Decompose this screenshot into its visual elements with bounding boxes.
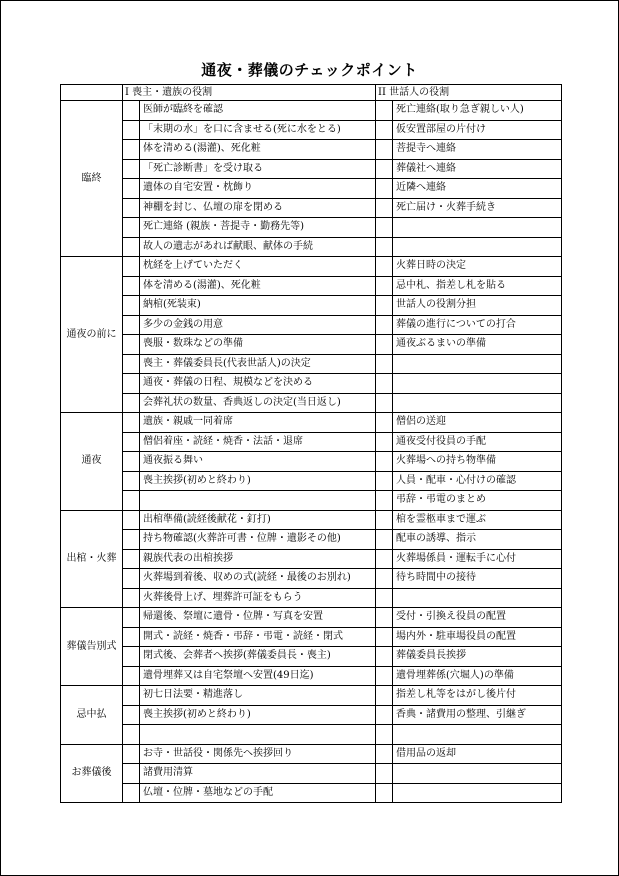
helper-checkbox[interactable]: [376, 471, 393, 491]
family-checkbox[interactable]: [123, 101, 140, 121]
family-checkbox[interactable]: [123, 354, 140, 374]
helper-checkbox[interactable]: [376, 198, 393, 218]
helper-task-text: 遺骨埋葬係(穴堀人)の準備: [393, 666, 562, 686]
helper-task-text: [393, 783, 562, 803]
family-checkbox[interactable]: [123, 198, 140, 218]
family-task-text: 開式・読経・焼香・弔辞・弔電・読経・閉式: [140, 627, 376, 647]
helper-checkbox[interactable]: [376, 647, 393, 667]
checklist-row: [61, 296, 562, 316]
family-task-text: 僧侶着座・読経・焼香・法話・退席: [140, 432, 376, 452]
helper-task-text: 火葬日時の決定: [393, 257, 562, 277]
family-role-header: I 喪主・遺族の役割: [123, 85, 376, 101]
helper-checkbox[interactable]: [376, 725, 393, 745]
helper-task-text: 弔辞・弔電のまとめ: [393, 491, 562, 511]
helper-task-text: [393, 764, 562, 784]
helper-task-text: 通夜受付役員の手配: [393, 432, 562, 452]
helper-task-text: 僧侶の送迎: [393, 413, 562, 433]
helper-task-text: 受付・引換え役員の配置: [393, 608, 562, 628]
helper-checkbox[interactable]: [376, 783, 393, 803]
checklist-row: [61, 744, 562, 764]
family-checkbox[interactable]: [123, 510, 140, 530]
family-checkbox[interactable]: [123, 588, 140, 608]
family-checkbox[interactable]: [123, 374, 140, 394]
helper-checkbox[interactable]: [376, 159, 393, 179]
section-label: 出棺・火葬: [61, 510, 123, 608]
family-checkbox[interactable]: [123, 237, 140, 257]
family-checkbox[interactable]: [123, 335, 140, 355]
family-checkbox[interactable]: [123, 627, 140, 647]
family-task-text: [140, 725, 376, 745]
helper-checkbox[interactable]: [376, 432, 393, 452]
family-checkbox[interactable]: [123, 725, 140, 745]
helper-checkbox[interactable]: [376, 335, 393, 355]
checklist-row: [61, 120, 562, 140]
checklist-row: [61, 198, 562, 218]
checklist-row: [61, 569, 562, 589]
helper-role-header: II 世話人の役割: [376, 85, 562, 101]
helper-checkbox[interactable]: [376, 315, 393, 335]
family-checkbox[interactable]: [123, 120, 140, 140]
helper-checkbox[interactable]: [376, 608, 393, 628]
section-label: 忌中払: [61, 686, 123, 745]
checklist-row: [61, 315, 562, 335]
family-checkbox[interactable]: [123, 315, 140, 335]
checklist-table: [60, 84, 562, 803]
helper-checkbox[interactable]: [376, 413, 393, 433]
family-checkbox[interactable]: [123, 666, 140, 686]
helper-checkbox[interactable]: [376, 627, 393, 647]
helper-checkbox[interactable]: [376, 764, 393, 784]
helper-checkbox[interactable]: [376, 354, 393, 374]
family-task-text: 多少の金銭の用意: [140, 315, 376, 335]
helper-checkbox[interactable]: [376, 666, 393, 686]
page-title: 通夜・葬儀のチェックポイント: [201, 61, 418, 79]
checklist-row: [61, 237, 562, 257]
family-task-text: 喪主・葬儀委員長(代表世話人)の決定: [140, 354, 376, 374]
checklist-row: [61, 276, 562, 296]
family-checkbox[interactable]: [123, 296, 140, 316]
family-task-text: 「末期の水」を口に含ませる(死に水をとる): [140, 120, 376, 140]
family-checkbox[interactable]: [123, 432, 140, 452]
helper-task-text: 葬儀の進行についての打合: [393, 315, 562, 335]
family-checkbox[interactable]: [123, 179, 140, 199]
family-task-text: 枕経を上げていただく: [140, 257, 376, 277]
family-checkbox[interactable]: [123, 257, 140, 277]
helper-task-text: [393, 725, 562, 745]
checklist-row: [61, 764, 562, 784]
section-label: お葬儀後: [61, 744, 123, 803]
helper-checkbox[interactable]: [376, 491, 393, 511]
helper-checkbox[interactable]: [376, 120, 393, 140]
helper-task-text: 棺を霊柩車まで運ぶ: [393, 510, 562, 530]
section-label: 通夜: [61, 413, 123, 511]
checklist-row: [61, 530, 562, 550]
helper-task-text: 仮安置部屋の片付け: [393, 120, 562, 140]
checklist-row: [61, 686, 562, 706]
helper-task-text: 通夜ぶるまいの準備: [393, 335, 562, 355]
family-task-text: 火葬後骨上げ、埋葬許可証をもらう: [140, 588, 376, 608]
family-task-text: 医師が臨終を確認: [140, 101, 376, 121]
helper-checkbox[interactable]: [376, 530, 393, 550]
helper-task-text: 借用品の返却: [393, 744, 562, 764]
helper-task-text: [393, 588, 562, 608]
header-row: [61, 85, 562, 101]
checklist-row: [61, 335, 562, 355]
family-checkbox[interactable]: [123, 783, 140, 803]
helper-task-text: [393, 237, 562, 257]
header-blank-cell: [61, 85, 123, 101]
family-checkbox[interactable]: [123, 276, 140, 296]
family-task-text: 喪服・数珠などの準備: [140, 335, 376, 355]
family-task-text: 通夜振る舞い: [140, 452, 376, 472]
helper-checkbox[interactable]: [376, 686, 393, 706]
family-checkbox[interactable]: [123, 705, 140, 725]
helper-task-text: 場内外・駐車場役員の配置: [393, 627, 562, 647]
helper-checkbox[interactable]: [376, 510, 393, 530]
helper-task-text: 死亡届け・火葬手続き: [393, 198, 562, 218]
helper-checkbox[interactable]: [376, 452, 393, 472]
family-task-text: 死亡連絡 (親族・菩提寺・勤務先等): [140, 218, 376, 238]
checklist-row: [61, 705, 562, 725]
family-task-text: 出棺準備(読経後献花・釘打): [140, 510, 376, 530]
family-checkbox[interactable]: [123, 471, 140, 491]
family-checkbox[interactable]: [123, 569, 140, 589]
helper-task-text: 葬儀委員長挨拶: [393, 647, 562, 667]
checklist-body: [61, 85, 562, 803]
checklist-row: [61, 374, 562, 394]
checklist-row: [61, 413, 562, 433]
family-task-text: お寺・世話役・関係先へ挨拶回り: [140, 744, 376, 764]
checklist-row: [61, 666, 562, 686]
checklist-row: [61, 432, 562, 452]
family-task-text: 持ち物確認(火葬許可書・位牌・遺影その他): [140, 530, 376, 550]
checklist-row: [61, 608, 562, 628]
helper-task-text: 配車の誘導、指示: [393, 530, 562, 550]
family-task-text: 体を清める(湯灌)、死化粧: [140, 140, 376, 160]
checklist-row: [61, 257, 562, 277]
checklist-row: [61, 354, 562, 374]
family-task-text: 会葬礼状の数量、香典返しの決定(当日返し): [140, 393, 376, 413]
family-task-text: 納棺(死装束): [140, 296, 376, 316]
helper-task-text: 近隣へ連絡: [393, 179, 562, 199]
family-task-text: 仏壇・位牌・墓地などの手配: [140, 783, 376, 803]
helper-task-text: 世話人の役割分担: [393, 296, 562, 316]
family-checkbox[interactable]: [123, 159, 140, 179]
helper-checkbox[interactable]: [376, 276, 393, 296]
family-checkbox[interactable]: [123, 744, 140, 764]
helper-task-text: 人員・配車・心付けの確認: [393, 471, 562, 491]
checklist-row: [61, 725, 562, 745]
family-checkbox[interactable]: [123, 452, 140, 472]
family-checkbox[interactable]: [123, 413, 140, 433]
family-task-text: 初七日法要・精進落し: [140, 686, 376, 706]
family-checkbox[interactable]: [123, 764, 140, 784]
helper-checkbox[interactable]: [376, 705, 393, 725]
family-checkbox[interactable]: [123, 608, 140, 628]
helper-checkbox[interactable]: [376, 393, 393, 413]
checklist-row: [61, 101, 562, 121]
family-task-text: 神棚を封じ、仏壇の扉を閉める: [140, 198, 376, 218]
checklist-row: [61, 491, 562, 511]
family-checkbox[interactable]: [123, 686, 140, 706]
family-checkbox[interactable]: [123, 218, 140, 238]
helper-checkbox[interactable]: [376, 257, 393, 277]
checklist-row: [61, 647, 562, 667]
helper-checkbox[interactable]: [376, 218, 393, 238]
helper-task-text: 待ち時間中の接待: [393, 569, 562, 589]
section-label: 通夜の前に: [61, 257, 123, 413]
family-task-text: 諸費用清算: [140, 764, 376, 784]
helper-checkbox[interactable]: [376, 744, 393, 764]
checklist-row: [61, 588, 562, 608]
helper-checkbox[interactable]: [376, 549, 393, 569]
checklist-row: [61, 783, 562, 803]
section-label: 臨終: [61, 101, 123, 257]
checklist-row: [61, 452, 562, 472]
checklist-row: [61, 510, 562, 530]
helper-task-text: [393, 218, 562, 238]
family-checkbox[interactable]: [123, 647, 140, 667]
family-task-text: 喪主挨拶(初めと終わり): [140, 471, 376, 491]
checklist-row: [61, 471, 562, 491]
helper-task-text: 火葬場への持ち物準備: [393, 452, 562, 472]
helper-checkbox[interactable]: [376, 140, 393, 160]
checklist-row: [61, 549, 562, 569]
family-task-text: 体を清める(湯灌)、死化粧: [140, 276, 376, 296]
family-task-text: 遺族・親戚一同着席: [140, 413, 376, 433]
family-task-text: 遺骨埋葬又は自宅祭壇へ安置(49日迄): [140, 666, 376, 686]
family-task-text: 通夜・葬儀の日程、規模などを決める: [140, 374, 376, 394]
family-checkbox[interactable]: [123, 393, 140, 413]
helper-task-text: [393, 354, 562, 374]
family-task-text: 火葬場到着後、収めの式(読経・最後のお別れ): [140, 569, 376, 589]
checklist-row: [61, 393, 562, 413]
family-task-text: 帰還後、祭壇に遺骨・位牌・写真を安置: [140, 608, 376, 628]
helper-checkbox[interactable]: [376, 101, 393, 121]
family-task-text: 「死亡診断書」を受け取る: [140, 159, 376, 179]
helper-task-text: 死亡連絡(取り急ぎ親しい人): [393, 101, 562, 121]
family-checkbox[interactable]: [123, 140, 140, 160]
helper-task-text: 指差し札等をはがし後片付: [393, 686, 562, 706]
checklist-row: [61, 218, 562, 238]
family-task-text: 閉式後、会葬者へ挨拶(葬儀委員長・喪主): [140, 647, 376, 667]
helper-task-text: 香典・諸費用の整理、引継ぎ: [393, 705, 562, 725]
helper-task-text: 葬儀社へ連絡: [393, 159, 562, 179]
helper-task-text: 火葬場係員・運転手に心付: [393, 549, 562, 569]
section-label: 葬儀告別式: [61, 608, 123, 686]
checklist-row: [61, 627, 562, 647]
family-task-text: 親族代表の出棺挨拶: [140, 549, 376, 569]
helper-checkbox[interactable]: [376, 569, 393, 589]
family-task-text: [140, 491, 376, 511]
helper-checkbox[interactable]: [376, 296, 393, 316]
checklist-row: [61, 159, 562, 179]
helper-checkbox[interactable]: [376, 237, 393, 257]
helper-task-text: [393, 393, 562, 413]
helper-checkbox[interactable]: [376, 588, 393, 608]
family-checkbox[interactable]: [123, 549, 140, 569]
family-task-text: 喪主挨拶(初めと終わり): [140, 705, 376, 725]
checklist-row: [61, 179, 562, 199]
helper-checkbox[interactable]: [376, 374, 393, 394]
helper-task-text: 菩提寺へ連絡: [393, 140, 562, 160]
family-checkbox[interactable]: [123, 530, 140, 550]
helper-task-text: 忌中札、指差し札を貼る: [393, 276, 562, 296]
helper-task-text: [393, 374, 562, 394]
checklist-row: [61, 140, 562, 160]
family-task-text: 故人の遺志があれば献眼、献体の手続: [140, 237, 376, 257]
family-checkbox[interactable]: [123, 491, 140, 511]
helper-checkbox[interactable]: [376, 179, 393, 199]
family-task-text: 遺体の自宅安置・枕飾り: [140, 179, 376, 199]
